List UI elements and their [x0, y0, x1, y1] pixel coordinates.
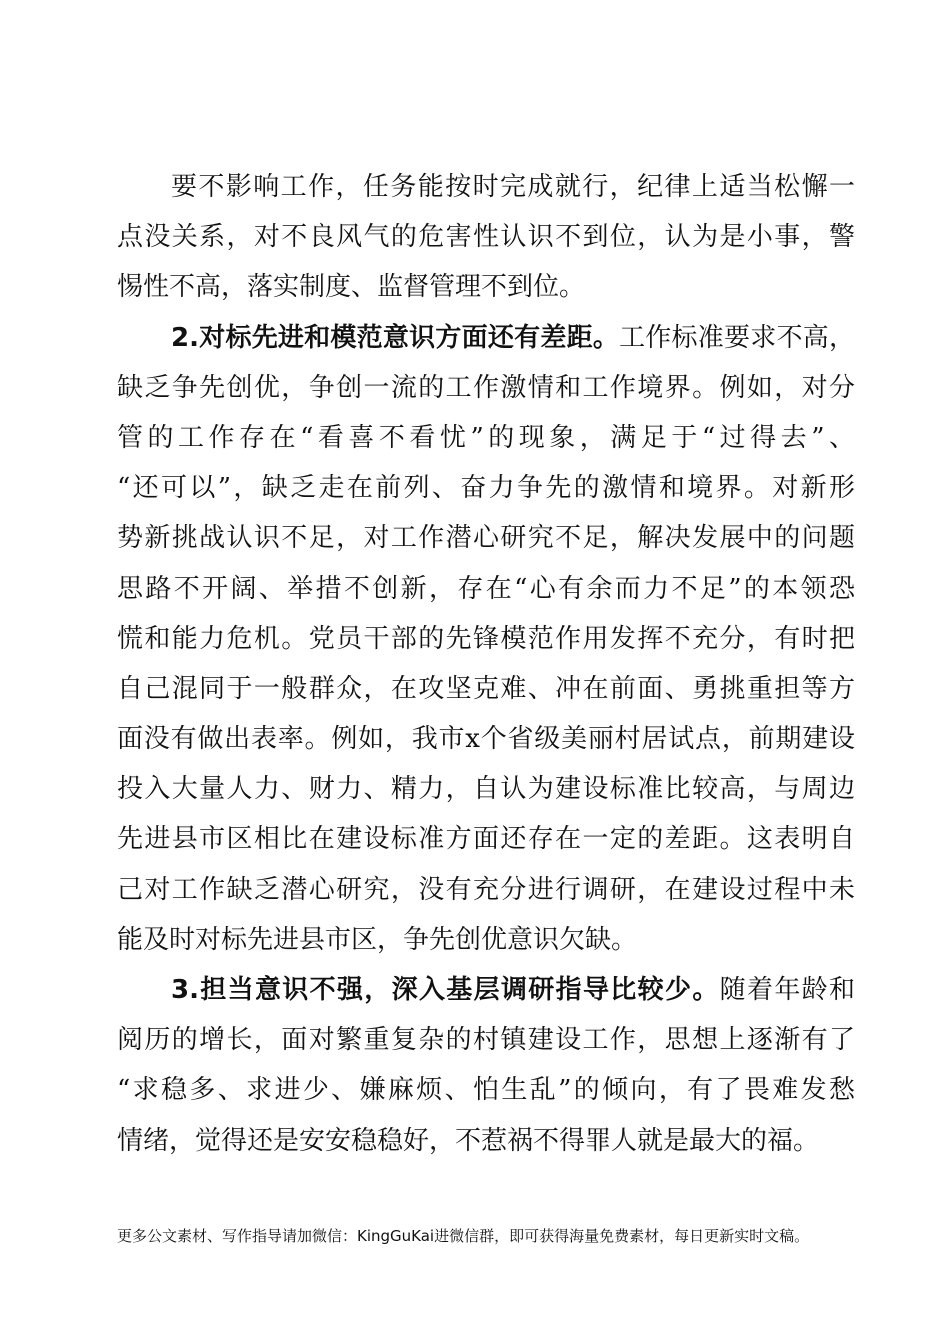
line-text: 思路不开阔、举措不创新，存在“心有余而力不足”的本领恐 [117, 573, 855, 604]
text-line [117, 319, 855, 369]
text-line [117, 1122, 855, 1172]
line-text: 工作标准要求不高， [619, 322, 855, 353]
text-line [117, 820, 855, 870]
text-line [117, 218, 855, 268]
line-text: 缺乏争先创优，争创一流的工作激情和工作境界。例如，对分 [117, 372, 855, 403]
line-text: 管的工作存在“看喜不看忧”的现象，满足于“过得去”、 [117, 422, 855, 453]
text-line [117, 770, 855, 820]
line-text: 阅历的增长，面对繁重复杂的村镇建设工作，思想上逐渐有了 [117, 1025, 855, 1056]
text-line [117, 419, 855, 469]
text-line [117, 1021, 855, 1071]
text-line [117, 921, 855, 971]
line-text: 随着年龄和 [719, 975, 855, 1005]
text-line [117, 971, 855, 1021]
text-line [117, 519, 855, 569]
text-line [117, 670, 855, 720]
line-text: 点没关系，对不良风气的危害性认识不到位，认为是小事，警 [117, 222, 855, 253]
paragraph-heading: 2.对标先进和模范意识方面还有差距。 [171, 322, 620, 353]
line-text: “还可以”，缺乏走在前列、奋力争先的激情和境界。对新形 [117, 473, 855, 504]
footer-note: 更多公文素材、写作指导请加微信：KingGuKai进微信群，即可获得海量免费素材，每日更新实时文稿。 [117, 1227, 810, 1245]
line-text: 惕性不高，落实制度、监督管理不到位。 [117, 272, 586, 303]
paragraph-heading: 3.担当意识不强，深入基层调研指导比较少。 [171, 975, 720, 1005]
line-text: 势新挑战认识不足，对工作潜心研究不足，解决发展中的问题 [117, 523, 855, 554]
text-line [117, 168, 855, 218]
text-line [117, 268, 855, 318]
line-text: 自己混同于一般群众，在攻坚克难、冲在前面、勇挑重担等方 [117, 673, 855, 704]
text-line [117, 720, 855, 770]
line-text: 面没有做出表率。例如，我市x个省级美丽村居试点，前期建设 [117, 724, 855, 755]
line-text: 要不影响工作，任务能按时完成就行，纪律上适当松懈一 [171, 172, 855, 202]
text-line [117, 620, 855, 670]
text-line [117, 469, 855, 519]
line-text: 先进县市区相比在建设标准方面还存在一定的差距。这表明自 [117, 824, 855, 855]
document-body [117, 168, 855, 1172]
line-text: “求稳多、求进少、嫌麻烦、怕生乱”的倾向，有了畏难发愁 [117, 1075, 855, 1106]
text-line [117, 871, 855, 921]
text-line [117, 369, 855, 419]
line-text: 能及时对标先进县市区，争先创优意识欠缺。 [117, 924, 638, 955]
text-line [117, 1071, 855, 1121]
text-line [117, 570, 855, 620]
line-text: 情绪，觉得还是安安稳稳好，不惹祸不得罪人就是最大的福。 [117, 1125, 820, 1156]
line-text: 己对工作缺乏潜心研究，没有充分进行调研，在建设过程中未 [117, 874, 855, 905]
line-text: 投入大量人力、财力、精力，自认为建设标准比较高，与周边 [117, 774, 855, 805]
line-text: 慌和能力危机。党员干部的先锋模范作用发挥不充分，有时把 [117, 623, 855, 654]
